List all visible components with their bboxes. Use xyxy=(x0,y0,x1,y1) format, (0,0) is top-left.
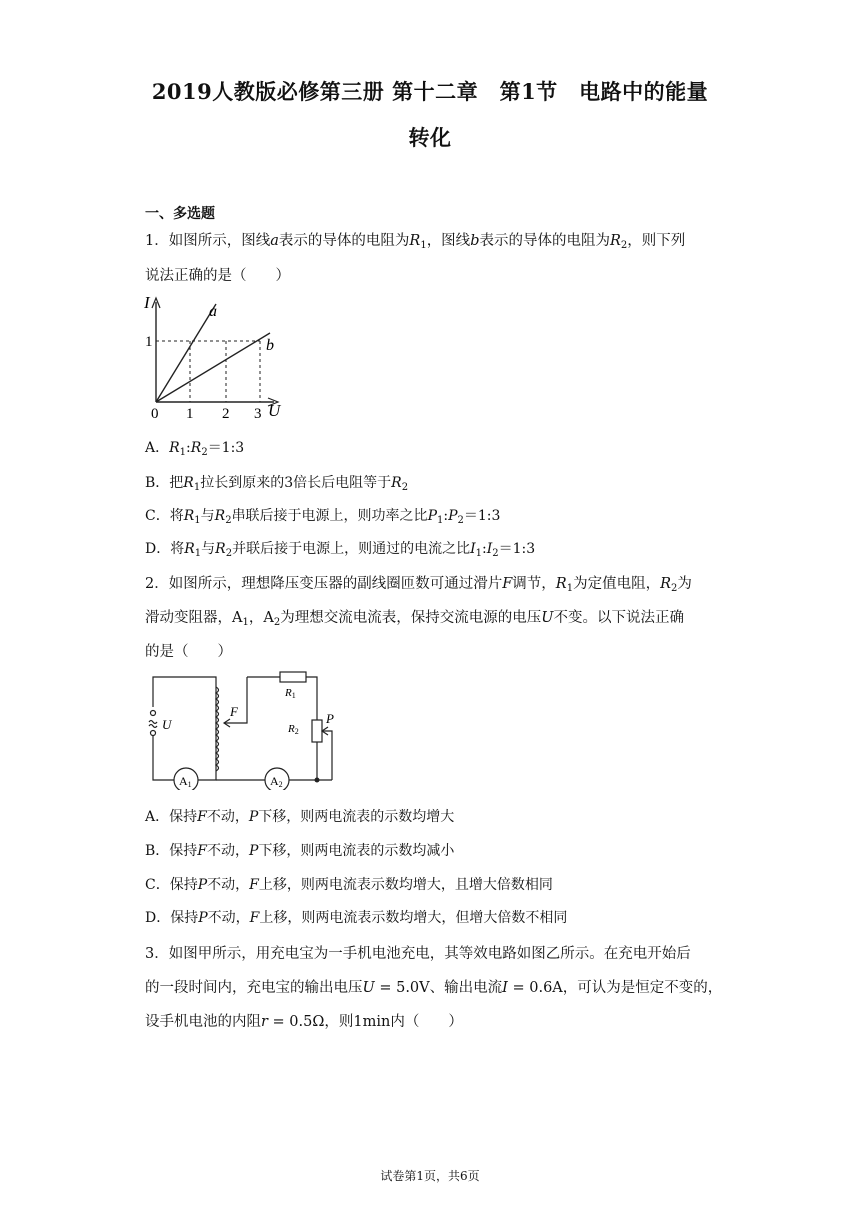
q2-stem-line2: 滑动变阻器，$A_1$，$A_2$为理想交流电流表，保持交流电源的电压U不变。以下说法正确 xyxy=(145,610,684,628)
origin-label: 0 xyxy=(151,406,159,422)
q2-option-d[interactable]: D．保持P不动，F上移，则两电流表示数均增大，但增大倍数不相同 xyxy=(145,910,568,926)
page-title-line2: 转化 xyxy=(408,125,452,150)
y-axis-label: I xyxy=(144,293,150,312)
x-axis-label: U xyxy=(268,401,281,420)
q1-stem-line1: 1．如图所示，图线a表示的导体的电阻为$R_1$，图线b表示的导体的电阻为$R_2$，则下列 xyxy=(145,233,686,251)
label-R2: R2 xyxy=(288,723,299,736)
q1-option-b[interactable]: B．把$R_1$拉长到原来的3倍长后电阻等于$R_2$ xyxy=(145,475,409,493)
line-a xyxy=(156,304,216,402)
q3-stem-line3: 设手机电池的内阻r = 0.5Ω，则1min内（ ） xyxy=(145,1014,463,1030)
label-R1: R1 xyxy=(285,687,296,700)
label-U: U xyxy=(162,717,172,732)
x-tick-3: 3 xyxy=(254,406,262,422)
x-tick-1: 1 xyxy=(186,406,194,422)
q2-option-a[interactable]: A．保持F不动，P下移，则两电流表的示数均增大 xyxy=(145,809,455,825)
q1-option-a[interactable]: A．$R_1:R_2=1:3$ xyxy=(145,440,245,458)
q2-option-c[interactable]: C．保持P不动，F上移，则两电流表示数均增大，且增大倍数相同 xyxy=(145,877,553,893)
x-tick-2: 2 xyxy=(222,406,230,422)
section-heading: 一、多选题 xyxy=(145,206,215,222)
q2-stem-line3: 的是（ ） xyxy=(145,644,232,660)
label-a: a xyxy=(209,303,217,320)
y-tick-1: 1 xyxy=(145,334,153,350)
label-A1: A1 xyxy=(179,774,192,789)
line-b xyxy=(156,333,270,402)
label-b: b xyxy=(266,337,274,354)
page-footer: 试卷第1页，共6页 xyxy=(380,1169,480,1183)
page-title: 2019人教版必修第三册 第十二章 第1节 电路中的能量 xyxy=(151,79,709,104)
q2-circuit-diagram xyxy=(140,665,350,790)
q3-stem-line1: 3．如图甲所示，用充电宝为一手机电池充电，其等效电路如图乙所示。在充电开始后 xyxy=(145,946,691,962)
q1-option-d[interactable]: D．将$R_1$与$R_2$并联后接于电源上，则通过的电流之比$I_1:I_2=1:3$ xyxy=(145,541,536,559)
label-P: P xyxy=(326,711,334,726)
label-F: F xyxy=(230,704,238,719)
q3-stem-line2: 的一段时间内，充电宝的输出电压U = 5.0V、输出电流I = 0.6A，可认为是恒定不变的， xyxy=(145,980,723,996)
q2-stem-line1: 2．如图所示，理想降压变压器的副线圈匝数可通过滑片F调节，$R_1$为定值电阻，$R_2$为 xyxy=(145,576,692,594)
q1-iu-graph xyxy=(140,290,290,422)
label-A2: A2 xyxy=(270,774,283,789)
q1-stem-line2: 说法正确的是（ ） xyxy=(145,268,290,284)
q2-option-b[interactable]: B．保持F不动，P下移，则两电流表的示数均减小 xyxy=(145,843,455,859)
q1-option-c[interactable]: C．将$R_1$与$R_2$串联后接于电源上，则功率之比$P_1:P_2=1:3$ xyxy=(145,508,501,526)
